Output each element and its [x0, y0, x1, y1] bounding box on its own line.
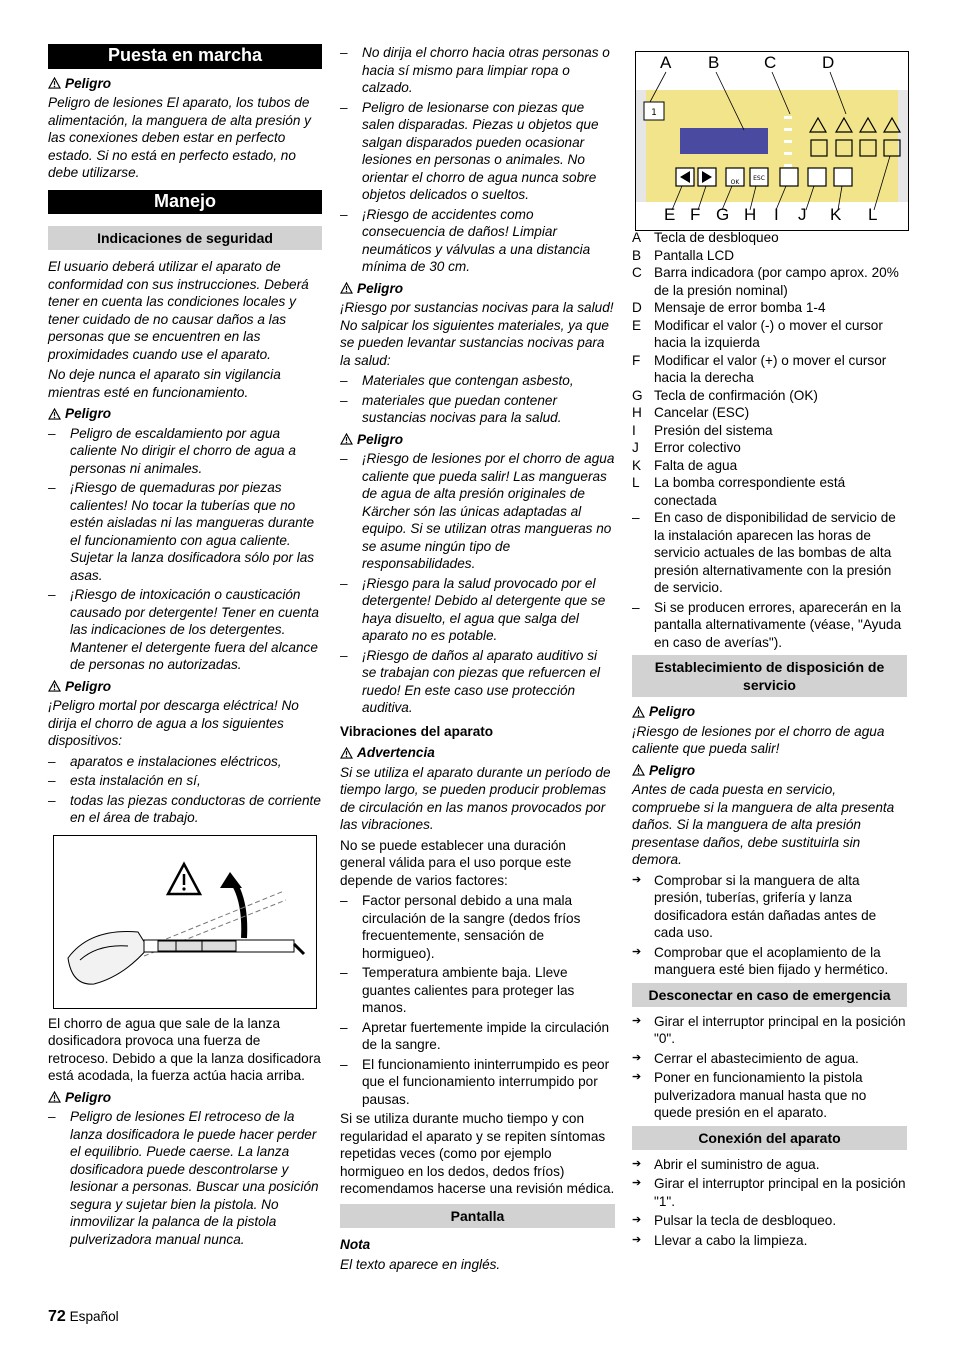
- warning-icon: [340, 747, 353, 759]
- legend-item: A Tecla de desbloqueo: [632, 230, 779, 245]
- list-item: – ¡Riesgo de daños al aparato auditivo si se trabajan con piezas que refuercen el ruedo! En este caso use protección auditiva.: [340, 647, 615, 717]
- warning-text: ¡Peligro mortal por descarga eléctrica! No dirija el chorro de agua a los siguientes dispositivos:: [48, 698, 299, 748]
- warning-text: Antes de cada puesta en servicio, compruebe si la manguera de alta presenta daños. Si la manguera de alta presión presentase daños, debe sustituirla sin demora.: [632, 782, 895, 867]
- warning-icon: [632, 706, 645, 718]
- list-item: – Peligro de lesiones El retroceso de la lanza dosificadora le puede hacer perder el equilibrio. Puede caerse. La lanza dosificadora puede descontrolarse y lesionar a personas. Buscar una posición segura y sujetar bien la pistola. No inmovilizar la palanca de la pistola pulverizadora manual nunca.: [48, 1108, 322, 1248]
- footer-language: Español: [69, 1309, 119, 1324]
- step-item: ➔ Girar el interruptor principal en la posición "1".: [632, 1175, 907, 1210]
- column-1: [48, 44, 322, 1250]
- list-item: – Materiales que contengan asbesto,: [340, 372, 615, 390]
- callout-J: J: [798, 205, 807, 224]
- step-item: ➔ Comprobar que el acoplamiento de la manguera esté bien fijado y hermético.: [632, 944, 907, 979]
- intro-text: El usuario deberá utilizar el aparato de conformidad con sus instrucciones. Deberá tener en cuenta las condiciones locales y tener cuidado de no causar daños a las personas que se encuentren en las proximidades cuando use el aparato.: [48, 259, 309, 362]
- callout-K: K: [830, 205, 842, 224]
- list-item: – esta instalación en sí,: [48, 772, 322, 790]
- list-item: – Peligro de escaldamiento por agua caliente No dirigir el chorro de agua a personas ni animales.: [48, 425, 322, 478]
- list-item: – Factor personal debido a una mala circulación de la sangre (dedos fríos frecuentemente, sensación de hormigueo).: [340, 892, 615, 962]
- list-item: – Si se producen errores, aparecerán en la pantalla alternativamente (véase, "Ayuda en caso de averías").: [632, 599, 907, 652]
- subheading-pantalla: Pantalla: [340, 1204, 615, 1228]
- column-3: [632, 51, 907, 1251]
- warning-icon: [48, 77, 61, 89]
- legend-item: K Falta de agua: [632, 457, 738, 473]
- legend-item: L La bomba correspondiente está conectada: [632, 475, 846, 508]
- column-2: [340, 44, 615, 1277]
- heading-manejo: Manejo: [48, 190, 322, 215]
- control-panel-illustration: [636, 52, 908, 230]
- warning-list: [340, 372, 615, 427]
- factor-list: [340, 892, 615, 1108]
- legend-item: D Mensaje de error bomba 1-4: [632, 300, 826, 315]
- list-item: – ¡Riesgo de lesiones por el chorro de agua caliente que pueda salir! Las mangueras de agua de alta presión originales de Kärcher són las únicas adaptadas al equipo. Si se utilizan otras mangueras no se asume ningún tipo de responsabilidades.: [340, 450, 615, 573]
- body-text: No se puede establecer una duración general válida para el uso porque este depende de varios factores:: [340, 837, 572, 888]
- callout-A: A: [660, 53, 672, 72]
- page-number: 72: [48, 1308, 66, 1325]
- section-title-vibraciones: Vibraciones del aparato: [340, 723, 494, 739]
- warning-list: [340, 450, 615, 717]
- recoil-text: El chorro de agua que sale de la lanza dosificadora provoca una fuerza de retroceso. Debido a que la lanza dosificadora está acodada, la fuerza actúa hacia arriba.: [48, 1015, 321, 1083]
- callout-I: I: [774, 205, 779, 224]
- list-item: – No dirija el chorro hacia otras personas o hacia sí mismo para limpiar ropa o calzado.: [340, 44, 615, 97]
- subheading-indicaciones: Indicaciones de seguridad: [48, 226, 322, 250]
- list-item: – En caso de disponibilidad de servicio de la instalación aparecen las horas de servicio actuales de las bombas de alta presión alternativamente con la presión de servicio.: [632, 509, 907, 597]
- legend-item: E Modificar el valor (-) o mover el cursor hacia la izquierda: [632, 317, 883, 350]
- step-item: ➔ Cerrar el abastecimiento de agua.: [632, 1050, 907, 1068]
- step-item: ➔ Girar el interruptor principal en la posición "0".: [632, 1013, 907, 1048]
- subheading-conexion: Conexión del aparato: [632, 1126, 907, 1150]
- list-item: – aparatos e instalaciones eléctricos,: [48, 753, 322, 771]
- esc-key-label: ESC: [753, 175, 765, 182]
- list-item: – Temperatura ambiente baja. Lleve guantes calientes para proteger las manos.: [340, 964, 615, 1017]
- list-item: – todas las piezas conductoras de corriente en el área de trabajo.: [48, 792, 322, 827]
- ok-key-label: OK: [730, 179, 740, 186]
- warning-list: [48, 753, 322, 827]
- legend-item: F Modificar el valor (+) o mover el cursor hacia la derecha: [632, 352, 887, 385]
- legend-item: H Cancelar (ESC): [632, 405, 750, 420]
- warning-icon: [632, 764, 645, 776]
- step-list: [632, 1156, 907, 1250]
- step-item: ➔ Pulsar la tecla de desbloqueo.: [632, 1212, 907, 1230]
- subheading-establecimiento: Establecimiento de disposición de servicio: [632, 655, 907, 697]
- warning-label: Peligro: [340, 280, 615, 298]
- warning-label: Peligro: [48, 405, 322, 423]
- body-text: Si se utiliza durante mucho tiempo y con regularidad el aparato y se repiten síntomas repetidas veces (como por ejemplo hormigueo en los dedos, dedos fríos) recomendamos hacerse una revisión médica.: [340, 1111, 615, 1196]
- warning-list: [340, 44, 615, 276]
- list-item: – ¡Riesgo de accidentes como consecuencia de daños! Limpiar neumáticos y válvulas a una distancia mínima de 30 cm.: [340, 206, 615, 276]
- warning-list: [48, 1108, 322, 1248]
- warning-icon: [48, 408, 61, 420]
- warning-icon: [340, 433, 353, 445]
- step-item: ➔ Comprobar si la manguera de alta presión, tuberías, grifería y lanza dosificadora están dañadas antes de cada uso.: [632, 872, 907, 942]
- legend-item: J Error colectivo: [632, 440, 741, 455]
- warning-text: ¡Riesgo de lesiones por el chorro de agua caliente que pueda salir!: [632, 723, 885, 756]
- warning-label: Peligro: [632, 703, 907, 721]
- callout-E: E: [664, 205, 676, 224]
- legend-list: [632, 229, 907, 509]
- list-item: – Apretar fuertemente impide la circulación de la sangre.: [340, 1019, 615, 1054]
- step-item: ➔ Poner en funcionamiento la pistola pulverizadora manual hasta que no quede presión en el aparato.: [632, 1069, 907, 1122]
- warning-icon: [48, 680, 61, 692]
- legend-item: C Barra indicadora (por campo aprox. 20% de la presión nominal): [632, 265, 899, 298]
- step-list: [632, 872, 907, 979]
- warning-text: Peligro de lesiones El aparato, los tubos de alimentación, la manguera de alta presión y las conexiones deben estar en perfecto estado. Si no está en perfecto estado, no debe utilizarse.: [48, 95, 311, 180]
- heading-puesta-en-marcha: Puesta en marcha: [48, 44, 322, 69]
- list-item: – materiales que puedan contener sustancias nocivas para la salud.: [340, 392, 615, 427]
- page-footer: [48, 1308, 119, 1326]
- note-label: Nota: [340, 1236, 371, 1252]
- note-text: El texto aparece en inglés.: [340, 1257, 501, 1272]
- list-item: – Peligro de lesionarse con piezas que salen disparadas. Piezas u objetos que salgan disparados pueden ocasionar lesiones en personas o animales. No orientar el chorro de agua nunca sobre objetos delicados o sueltos.: [340, 99, 615, 204]
- callout-B: B: [708, 53, 720, 72]
- warning-label: Advertencia: [340, 744, 615, 762]
- callout-H: H: [744, 205, 757, 224]
- warning-text: Si se utiliza el aparato durante un período de tiempo largo, se pueden producir problemas de circulación en las manos provocados por las vibraciones.: [340, 764, 611, 832]
- warning-label: Peligro: [340, 431, 615, 449]
- warning-icon: [48, 1091, 61, 1103]
- control-panel-figure: [635, 51, 909, 231]
- step-item: ➔ Abrir el suministro de agua.: [632, 1156, 907, 1174]
- step-list: [632, 1013, 907, 1122]
- callout-D: D: [822, 53, 835, 72]
- spray-gun-figure: [53, 835, 317, 1009]
- warning-label: Peligro: [632, 762, 907, 780]
- callout-F: F: [690, 205, 701, 224]
- list-item: – ¡Riesgo de quemaduras por piezas calientes! No tocar la tuberías que no estén aisladas ni las mangueras durante el funcionamiento con agua caliente. Sujetar la lanza dosificadora sólo por las asas.: [48, 479, 322, 584]
- list-item: – El funcionamiento ininterrumpido es peor que el funcionamiento interrumpido por pausas.: [340, 1056, 615, 1109]
- warning-text: ¡Riesgo por sustancias nocivas para la salud! No salpicar los siguientes materiales, ya que se pueden levantar sustancias nocivas para la salud:: [340, 300, 614, 368]
- warning-label: Peligro: [48, 1089, 322, 1107]
- list-item: – ¡Riesgo de intoxicación o causticación causado por detergente! Tener en cuenta las indicaciones de los detergentes. Mantener el detergente fuera del alcance de personas no autorizadas.: [48, 586, 322, 674]
- callout-G: G: [716, 205, 730, 224]
- warning-label: Peligro: [48, 678, 322, 696]
- list-item: – ¡Riesgo para la salud provocado por el detergente! Debido al detergente que se haya disuelto, el agua que salga del aparato no es potable.: [340, 575, 615, 645]
- legend-item: G Tecla de confirmación (OK): [632, 387, 818, 403]
- callout-C: C: [764, 53, 777, 72]
- display-notes: [632, 509, 907, 651]
- svg-text:1: 1: [651, 108, 657, 118]
- warning-label: Peligro: [48, 75, 322, 93]
- warning-list: [48, 425, 322, 674]
- intro-text-2: No deje nunca el aparato sin vigilancia mientras esté en funcionamiento.: [48, 367, 281, 400]
- warning-icon: [340, 282, 353, 294]
- legend-item: I Presión del sistema: [632, 422, 773, 438]
- step-item: ➔ Llevar a cabo la limpieza.: [632, 1232, 907, 1250]
- legend-item: B Pantalla LCD: [632, 247, 735, 263]
- spray-gun-illustration: [54, 836, 316, 1008]
- callout-L: L: [868, 205, 878, 224]
- subheading-desconectar: Desconectar en caso de emergencia: [632, 983, 907, 1007]
